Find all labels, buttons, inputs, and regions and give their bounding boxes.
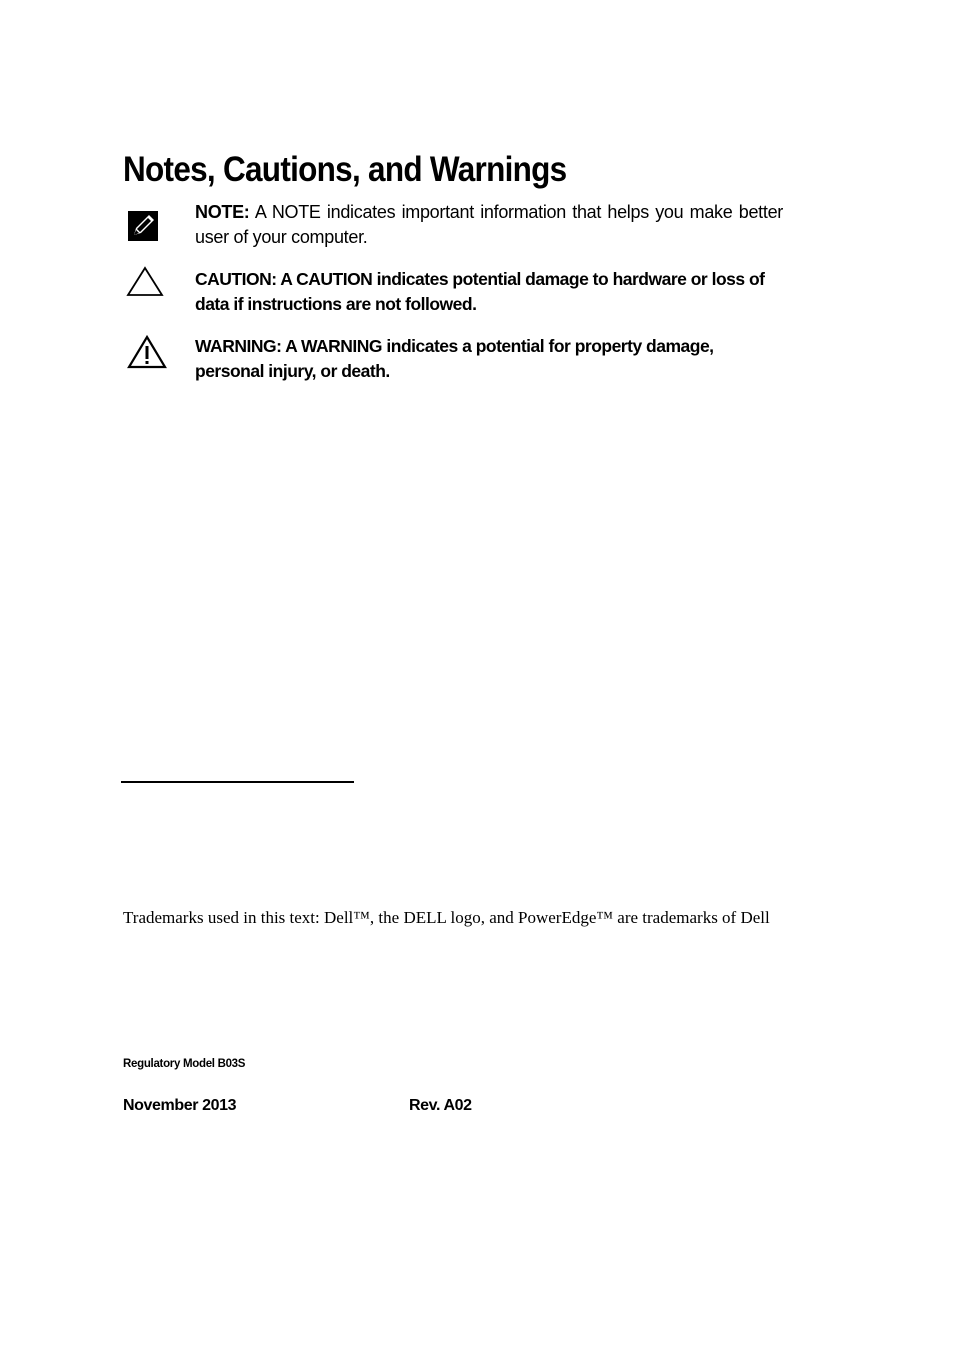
page-title: Notes, Cautions, and Warnings	[123, 150, 567, 189]
caution-triangle-icon	[125, 265, 165, 305]
note-label: NOTE:	[195, 202, 250, 222]
footnote-divider	[121, 781, 354, 783]
note-body: A NOTE indicates important information that helps you make better user of your computer.	[195, 202, 783, 247]
pencil-note-icon	[125, 208, 165, 248]
trademark-notice: Trademarks used in this text: Dell™, the DELL logo, and PowerEdge™ are trademarks of Dell	[123, 908, 770, 927]
publication-date: November 2013	[123, 1097, 237, 1114]
warning-text: WARNING: A WARNING indicates a potential for property damage, personal injury, or death.	[195, 336, 714, 381]
warning-notice	[123, 334, 783, 386]
caution-notice	[123, 267, 783, 319]
revision-number: Rev. A02	[409, 1097, 472, 1114]
note-text	[195, 200, 783, 250]
regulatory-model: Regulatory Model B03S	[123, 1058, 246, 1070]
warning-exclamation-icon	[125, 334, 165, 374]
caution-text: CAUTION: A CAUTION indicates potential damage to hardware or loss of data if instructions are not followed.	[195, 269, 765, 314]
note-notice	[123, 200, 783, 252]
